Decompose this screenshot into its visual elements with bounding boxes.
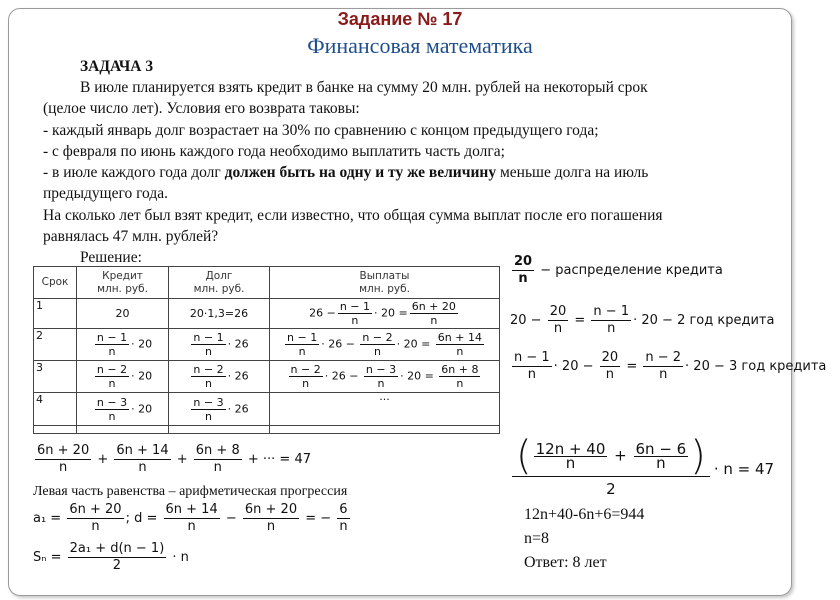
- cell-debt: $\frac{n - 3}{n}$ · 26: [169, 393, 270, 426]
- col-header-debt: Долг млн. руб.: [169, 267, 270, 299]
- progression-note: Левая часть равенства – арифметическая прогрессия: [33, 484, 348, 499]
- cell-credit: 20: [77, 299, 169, 329]
- cell-year: 2: [34, 329, 77, 361]
- col-header-credit: Кредит млн. руб.: [77, 267, 169, 299]
- col-header-term: Срок: [34, 267, 77, 299]
- cell-credit: $\frac{n - 3}{n}$ · 20: [77, 393, 169, 426]
- task-line-6: предыдущего года.: [43, 185, 168, 202]
- table-row: [34, 361, 500, 393]
- task-heading: ЗАДАЧА 3: [80, 58, 154, 75]
- task-line-8: равнялась 47 млн. рублей?: [43, 228, 219, 245]
- cell-payment: ···: [270, 393, 500, 426]
- note-distribution: $\frac{20}{n}$ − распределение кредита: [514, 254, 723, 286]
- a1-d-formula: a₁ = $\frac{6n + 20}{n}$ ; d = $\frac{6n + 14}{n}$ − $\frac{6n + 20}{n}$ = − $\frac{6}{n}$: [33, 502, 348, 534]
- cell-credit: $\frac{n - 2}{n}$ · 20: [77, 361, 169, 393]
- task-line-4: - с февраля по июнь каждого года необходимо выплатить часть долга;: [43, 143, 505, 160]
- table-row: [34, 329, 500, 361]
- task-line-3: - каждый январь долг возрастает на 30% по сравнению с концом предыдущего года;: [43, 122, 599, 139]
- col-header-payments: Выплаты млн. руб.: [270, 267, 500, 299]
- note-year-3: $\frac{n - 1}{n}$ · 20 − $\frac{20}{n}$ = $\frac{n - 2}{n}$ · 20 − 3 год кредита: [514, 350, 827, 382]
- task-line-5-bold: должен быть на одну и ту же величину: [224, 164, 497, 181]
- cell-payment: 26 − $\frac{n - 1}{n}$ · 20 = $\frac{6n + 20}{n}$: [270, 299, 500, 329]
- result-line-1: 12n+40-6n+6=944: [524, 506, 645, 523]
- solution-table: [33, 266, 500, 434]
- task-line-7: На сколько лет был взят кредит, если известно, что общая сумма выплат после его погашения: [43, 207, 663, 224]
- slide-title: Задание № 17: [337, 9, 463, 29]
- cell-year: 1: [34, 299, 77, 329]
- task-line-1: В июле планируется взять кредит в банке на сумму 20 млн. рублей на некоторый срок: [80, 79, 648, 96]
- cell-debt: $\frac{n - 1}{n}$ · 26: [169, 329, 270, 361]
- sum-equation: $\frac{6n + 20}{n}$ + $\frac{6n + 14}{n}$ + $\frac{6n + 8}{n}$ + ··· = 47: [37, 443, 311, 475]
- solution-label: Решение:: [80, 249, 142, 266]
- cell-year: 4: [34, 393, 77, 426]
- cell-credit: $\frac{n - 1}{n}$ · 20: [77, 329, 169, 361]
- sn-formula: Sₙ = $\frac{\text{2a₁ + d(n − 1)}}{2}$ · n: [33, 541, 189, 573]
- cell-year: 3: [34, 361, 77, 393]
- note-year-2: 20 − $\frac{20}{n}$ = $\frac{n - 1}{n}$ · 20 − 2 год кредита: [510, 304, 775, 336]
- table-row: [34, 299, 500, 329]
- main-equation: ( $\frac{12n + 40}{n}$ + $\frac{6n - 6}{n}$ ) 2 · n = 47: [512, 436, 774, 501]
- table-row: [34, 393, 500, 426]
- task-line-2: (целое число лет). Условия его возврата таковы:: [43, 100, 360, 117]
- slide-subtitle: Финансовая математика: [307, 33, 533, 58]
- task-line-5: [43, 162, 648, 184]
- cell-payment: $\frac{n - 2}{n}$ · 26 − $\frac{n - 3}{n}$ · 20 = $\frac{6n + 8}{n}$: [270, 361, 500, 393]
- task-line-5-b: меньше долга на июль: [496, 164, 649, 181]
- cell-payment: $\frac{n - 1}{n}$ · 26 − $\frac{n - 2}{n}$ · 20 = $\frac{6n + 14}{n}$: [270, 329, 500, 361]
- cell-debt: $\frac{n - 2}{n}$ · 26: [169, 361, 270, 393]
- task-line-5-a: - в июле каждого года долг: [43, 164, 225, 181]
- cell-debt: 20·1,3=26: [169, 299, 270, 329]
- answer-line: Ответ: 8 лет: [524, 554, 607, 571]
- result-line-2: n=8: [524, 530, 550, 547]
